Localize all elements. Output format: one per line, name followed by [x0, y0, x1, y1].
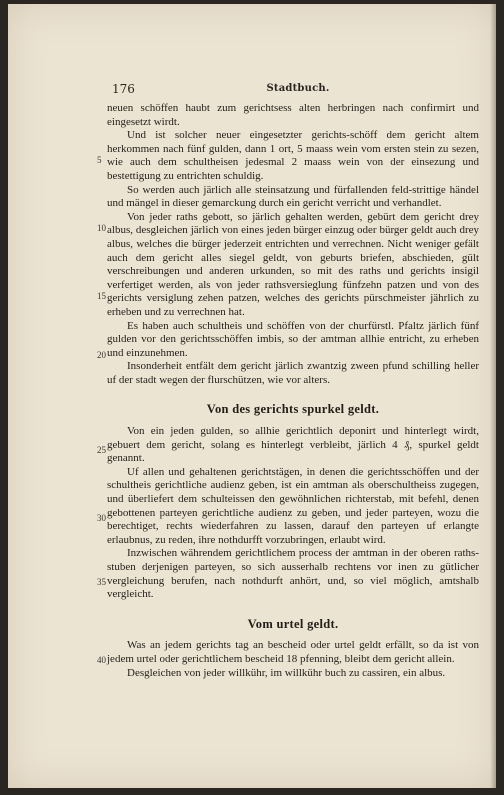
line-number: 5: [97, 155, 102, 165]
line-number: 15: [97, 291, 106, 301]
body-text: [107, 102, 479, 680]
paragraph: Inzwischen währendem gerichtlichem process der amtman in der oberen raths-stuben derjenigen parteyen, so sich ausserhalb rechtens vor inen zu gütlicher vergleichung berufen, nach nothdurft anhört, und, so viel möglich, amtshalb vergleicht.: [107, 547, 479, 601]
paragraph: Und ist solcher neuer eingesetzter gerichts-schöff dem gericht altem herkommen nach fünf gulden, dann 1 ort, 5 maass wein vom ersten stein zu sezen, wie auch dem schultheisen jedesmal 2 maass wein von der einsezung und bestettigung zu entrichten schuldig.: [107, 129, 479, 182]
line-number: 25: [97, 445, 106, 455]
running-head: Stadtbuch.: [266, 83, 330, 94]
paragraph: Von ein jeden gulden, so allhie gerichtlich deponirt und hinterlegt wirdt, gebuert dem gericht, solang es hinterlegt verbleibt, järlich 4 ₰, spurkel geldt genannt.: [107, 425, 479, 465]
paragraph: Es haben auch schultheis und schöffen von der churfürstl. Pfaltz järlich fünf gulden vor den gerichtsschöffen imbis, so der amtman allhie entricht, zu erheben und einzunehmen.: [107, 319, 479, 359]
line-number: 30: [97, 513, 106, 523]
paragraph: neuen schöffen haubt zum gerichtsess alten herbringen nach confirmirt und eingesetzt wirdt.: [107, 102, 479, 128]
section-heading: Vom urtel geldt.: [247, 616, 339, 631]
paragraph: Von jeder raths gebott, so järlich gehalten werden, gebürt dem gericht drey albus, desgleichen järlich von eines jeden bürger einzug oder bürger geldt auch drey albus, welches die bürger jederzeit entrichten und verrechnen. Nicht weniger gefält auch dem gericht alles siegel geldt, von geburts briefen, abschieden, gült verschreibungen und anderen urkunden, so mit des raths und gerichts insigil verfertiget werden, als von jeder rathsversieglung fünfzehn patzen und von des gerichts versiglung zehen patzen, welches des gerichts pürschmeister jährlich zu erheben und zu verrechnen hat.: [107, 210, 479, 318]
paragraph: Desgleichen von jeder willkühr, im willkühr buch zu cassiren, ein albus.: [127, 666, 446, 679]
paragraph: Insonderheit entfält dem gericht järlich zwantzig zween pfund schilling heller uf der stadt wegen der flurschützen, wie vor alters.: [107, 360, 479, 386]
page-header: [112, 82, 484, 98]
page-number: 176: [112, 82, 135, 96]
section-heading: Von des gerichts spurkel geldt.: [206, 402, 380, 417]
line-number: 35: [97, 577, 106, 587]
paragraph: So werden auch järlich alle steinsatzung und fürfallenden feld-strittige händel und mängel in dieser gemarckung durch ein gericht verricht und verhandlet.: [107, 183, 479, 210]
line-number: 20: [97, 350, 106, 360]
line-number: 40: [97, 655, 106, 665]
paragraph: Was an jedem gerichts tag an bescheid oder urtel geldt erfällt, so da ist von jedem urtel oder gerichtlichem bescheid 18 pfenning, bleibt dem gericht allein.: [107, 639, 479, 665]
line-number: 10: [97, 223, 106, 233]
paragraph: Uf allen und gehaltenen gerichtstägen, in denen die gerichtsschöffen und der schultheis gerichtliche audienz geben, ist ein amtman als oberschultheiss zugegen, und überliefert dem schulteissen den gewöhnlichen richterstab, mit befehl, denen gebottenen parteyen gerichtliche audienz zu geben, und jeder parteyen, wozu die berechtiget, rechts wiederfahren zu lassen, darauf den parteyen uf erlangte erlaubnus, zu reden, ihre nothdurfft vorzubringen, erlaubt wird.: [107, 465, 479, 546]
